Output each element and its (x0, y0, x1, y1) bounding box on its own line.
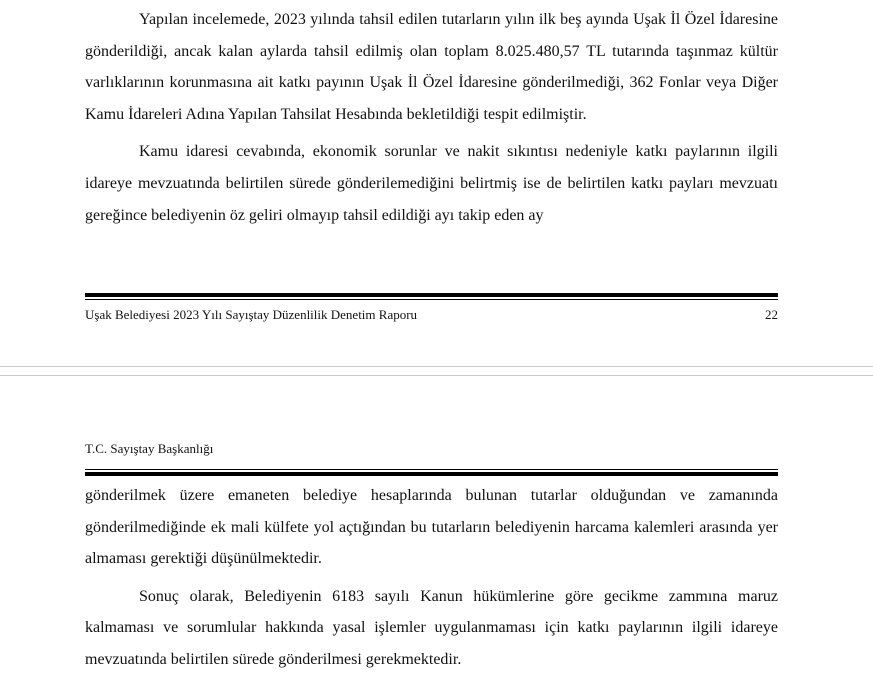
header-rule (85, 472, 778, 476)
footer-rule-thin (85, 299, 778, 300)
page-23 (0, 376, 873, 679)
header-title: T.C. Sayıştay Başkanlığı (85, 441, 214, 456)
paragraph: gönderilmek üzere emaneten belediye hesaplarında bulunan tutarlar olduğundan ve zamanında gönderilmediğinde ek mali külfete yol açtığından bu tutarların belediyenin harcama kalemleri arasında yer almaması gerektiği düşünülmektedir. (85, 487, 778, 568)
footer-rule (85, 293, 778, 297)
page-body (85, 480, 778, 682)
paragraph: Yapılan incelemede, 2023 yılında tahsil edilen tutarların yılın ilk beş ayında Uşak İl Özel İdaresine gönderildiği, ancak kalan aylarda tahsil edilmiş olan toplam 8.025.480,57 TL tutarında taşınmaz kültür varlıklarının korunmasına ait katkı payının Uşak İl Özel İdaresine gönderilmediği, 362 Fonlar veya Diğer Kamu İdareleri Adına Yapılan Tahsilat Hesabında bekletildiği tespit edilmiştir. (85, 11, 778, 123)
paragraph: Kamu idaresi cevabında, ekonomik sorunlar ve nakit sıkıntısı nedeniyle katkı paylarının ilgili idareye mevzuatında belirtilen sürede gönderilemediğini belirtmiş ise de belirtilen katkı payları mevzuatı gereğince belediyenin öz geliri olmayıp tahsil edildiği ayı takip eden ay (85, 143, 778, 224)
paragraph: Sonuç olarak, Belediyenin 6183 sayılı Kanun hükümlerine göre gecikme zammına maruz kalmaması ve sorumlular hakkında yasal işlemler uygulanmaması için katkı paylarının ilgili idareye mevzuatında belirtilen sürede gönderilmesi gerekmektedir. (85, 587, 778, 668)
header-rule-thin (85, 469, 778, 470)
page-body (85, 4, 778, 237)
page-number: 22 (765, 307, 778, 322)
page-separator (0, 366, 873, 376)
footer-title: Uşak Belediyesi 2023 Yılı Sayıştay Düzenlilik Denetim Raporu (85, 307, 418, 322)
